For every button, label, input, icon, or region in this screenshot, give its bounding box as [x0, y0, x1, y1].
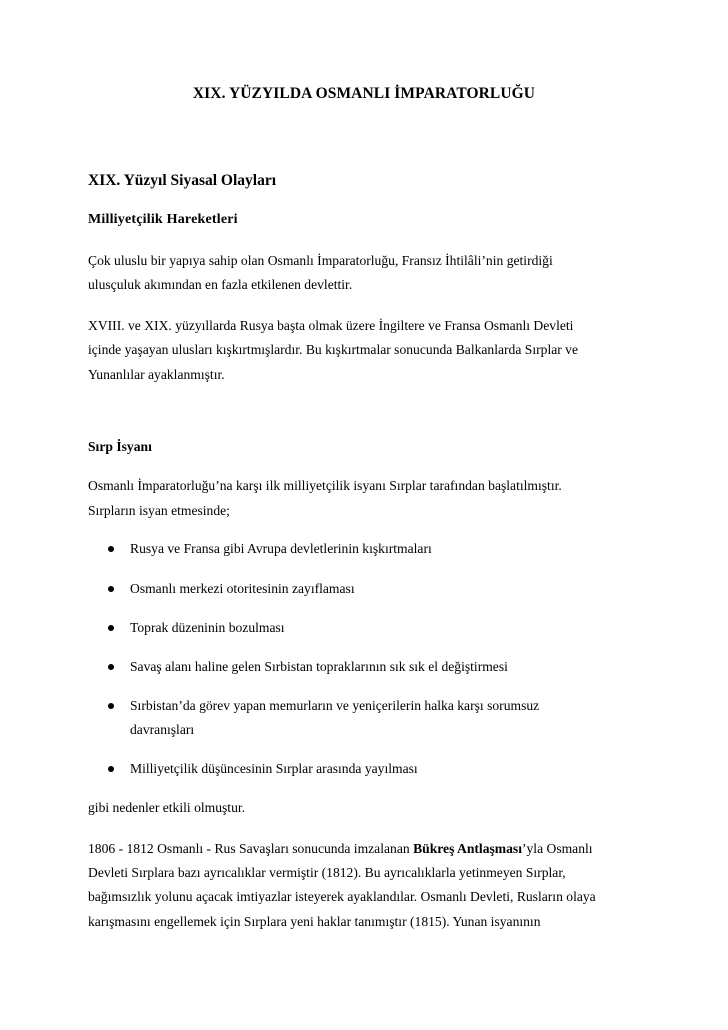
document-title: XIX. YÜZYILDA OSMANLI İMPARATORLUĞU: [192, 85, 536, 102]
list-item: Sırbistan’da görev yapan memurların ve yeniçerilerin halka karşı sorumsuz: [130, 698, 540, 713]
list-item: Savaş alanı haline gelen Sırbistan topraklarının sık sık el değiştirmesi: [130, 659, 508, 674]
paragraph-line: [88, 840, 593, 858]
bullet-icon: [108, 625, 114, 631]
paragraph-line: gibi nedenler etkili olmuştur.: [88, 800, 246, 815]
list-item: Rusya ve Fransa gibi Avrupa devletlerinin kışkırtmaları: [130, 541, 432, 556]
paragraph-line: içinde yaşayan ulusları kışkırtmışlardır. Bu kışkırtmalar sonucunda Balkanlarda Sırplar ve: [88, 342, 579, 357]
paragraph-line: Yunanlılar ayaklanmıştır.: [88, 367, 225, 382]
bullet-icon: [108, 546, 114, 552]
list-item: Toprak düzeninin bozulması: [130, 620, 285, 635]
text-run: ’yla Osmanlı: [521, 841, 593, 856]
section-heading: XIX. Yüzyıl Siyasal Olayları: [88, 172, 277, 189]
paragraph-line: karışmasını engellemek için Sırplara yeni haklar tanımıştır (1815). Yunan isyanının: [88, 914, 541, 929]
subsection-heading: Milliyetçilik Hareketleri: [88, 212, 238, 227]
paragraph-line: bağımsızlık yolunu açacak imtiyazlar isteyerek ayaklandılar. Osmanlı Devleti, Rusların olaya: [88, 889, 596, 904]
subsection-heading-serbian-revolt: Sırp İsyanı: [88, 439, 152, 454]
list-item: Milliyetçilik düşüncesinin Sırplar arasında yayılması: [130, 761, 418, 776]
list-item-continuation: davranışları: [130, 722, 195, 737]
treaty-name: Bükreş Antlaşması: [413, 841, 522, 856]
bullet-icon: [108, 766, 114, 772]
bullet-icon: [108, 664, 114, 670]
bullet-icon: [108, 586, 114, 592]
paragraph-line: Devleti Sırplara bazı ayrıcalıklar vermiştir (1812). Bu ayrıcalıklarla yetinmeyen Sırplar,: [88, 865, 566, 880]
paragraph-line: Sırpların isyan etmesinde;: [88, 503, 230, 518]
text-run: 1806 - 1812 Osmanlı - Rus Savaşları sonucunda imzalanan: [88, 841, 414, 856]
paragraph-line: Osmanlı İmparatorluğu’na karşı ilk milliyetçilik isyanı Sırplar tarafından başlatılmıştır.: [88, 478, 562, 493]
paragraph-line: Çok uluslu bir yapıya sahip olan Osmanlı İmparatorluğu, Fransız İhtilâli’nin getirdiği: [88, 253, 553, 268]
list-item: Osmanlı merkezi otoritesinin zayıflaması: [130, 581, 355, 596]
paragraph-line: ulusçuluk akımından en fazla etkilenen devlettir.: [88, 277, 353, 292]
bullet-icon: [108, 703, 114, 709]
paragraph-line: XVIII. ve XIX. yüzyıllarda Rusya başta olmak üzere İngiltere ve Fransa Osmanlı Devleti: [88, 318, 574, 333]
